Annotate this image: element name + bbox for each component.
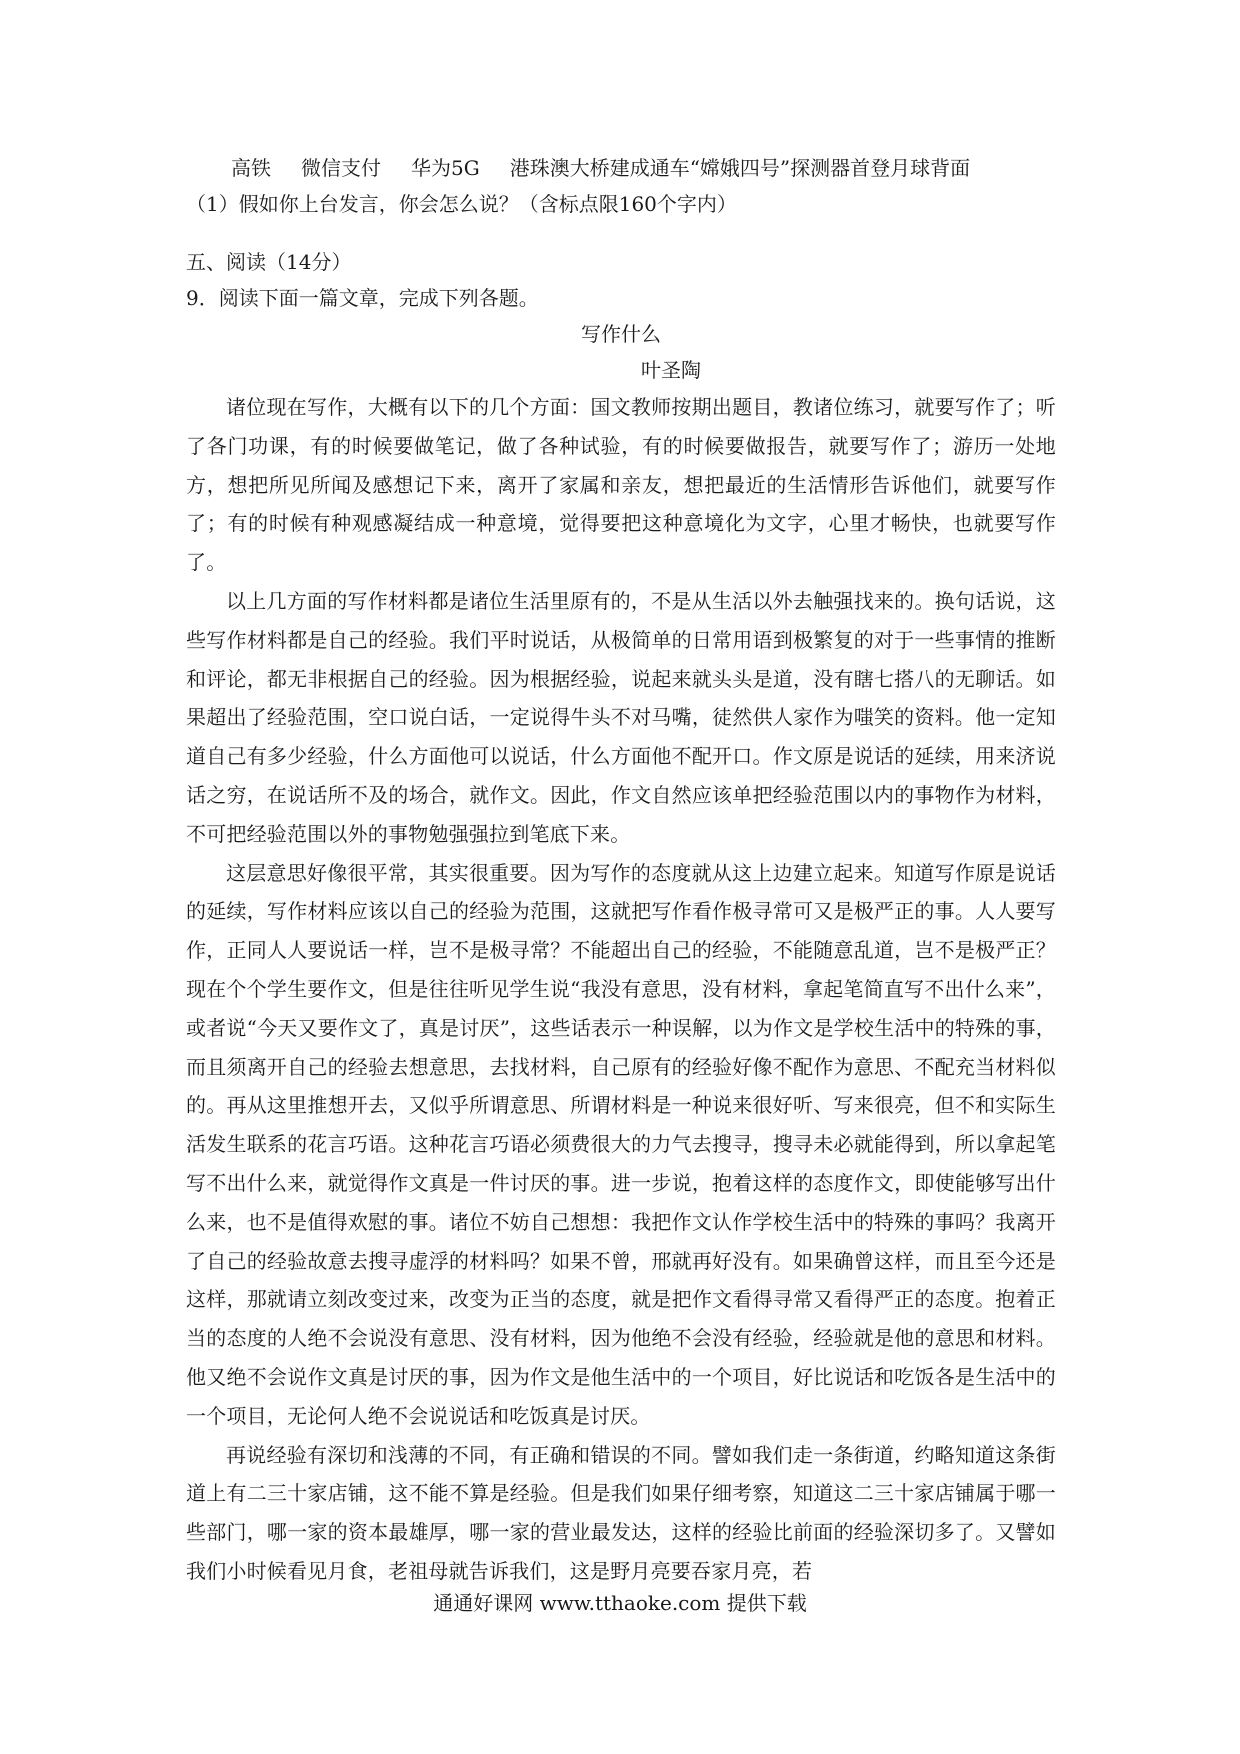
page-footer: 通通好课网 www.tthaoke.com 提供下载: [433, 1591, 807, 1615]
exam-page: [186, 150, 1056, 1591]
topic-list: [186, 150, 1056, 186]
article-author: 叶圣陶: [641, 358, 701, 382]
section-5-heading: 五、阅读（14分）: [186, 250, 352, 274]
topic-item: 高铁: [231, 156, 271, 180]
question-1: （1）假如你上台发言，你会怎么说？（含标点限160个字内）: [186, 192, 737, 216]
article-title: 写作什么: [581, 322, 661, 346]
article-paragraph-3: 这层意思好像很平常，其实很重要。因为写作的态度就从这上边建立起来。知道写作原是说话的延续，写作材料应该以自己的经验为范围，这就把写作看作极寻常可又是极严正的事。人人要写作，正同人人要说话一样，岂不是极寻常？不能超出自己的经验，不能随意乱道，岂不是极严正？现在个个学生要作文，但是往往听见学生说“我没有意思，没有材料，拿起笔简直写不出什么来”，或者说“今天又要作文了，真是讨厌”，这些话表示一种误解，以为作文是学校生活中的特殊的事，而且须离开自己的经验去想意思，去找材料，自己原有的经验好像不配作为意思、不配充当材料似的。再从这里推想开去，又似乎所谓意思、所谓材料是一种说来很好听、写来很亮，但不和实际生活发生联系的花言巧语。这种花言巧语必须费很大的力气去搜寻，搜寻未必就能得到，所以拿起笔写不出什么来，就觉得作文真是一件讨厌的事。进一步说，抱着这样的态度作文，即使能够写出什么来，也不是值得欢慰的事。诸位不妨自己想想：我把作文认作学校生活中的特殊的事吗？我离开了自己的经验故意去搜寻虚浮的材料吗？如果不曾，邢就再好没有。如果确曾这样，而且至今还是这样，那就请立刻改变过来，改变为正当的态度，就是把作文看得寻常又看得严正的态度。抱着正当的态度的人绝不会说没有意思、没有材料，因为他绝不会没有经验，经验就是他的意思和材料。他又绝不会说作文真是讨厌的事，因为作文是他生活中的一个项目，好比说话和吃饭各是生活中的一个项目，无论何人绝不会说说话和吃饭真是讨厌。: [186, 860, 1056, 1428]
question-9: 9．阅读下面一篇文章，完成下列各题。: [186, 286, 539, 310]
article-paragraph-2: 以上几方面的写作材料都是诸位生活里原有的，不是从生活以外去触强找来的。换句话说，这些写作材料都是自己的经验。我们平时说话，从极简单的日常用语到极繁复的对于一些事情的推断和评论，都无非根据自己的经验。因为根据经验，说起来就头头是道，没有瞎七搭八的无聊话。如果超出了经验范围，空口说白话，一定说得牛头不对马嘴，徒然供人家作为嗤笑的资料。他一定知道自己有多少经验，什么方面他可以说话，什么方面他不配开口。作文原是说话的延续，用来济说话之穷，在说话所不及的场合，就作文。因此，作文自然应该单把经验范围以内的事物作为材料，不可把经验范围以外的事物勉强强拉到笔底下来。: [186, 588, 1056, 846]
topic-item: 华为5G: [411, 156, 480, 180]
topic-item: 微信支付: [301, 156, 381, 180]
topic-item: 港珠澳大桥建成通车“嫦娥四号”探测器首登月球背面: [509, 156, 971, 180]
article-paragraph-1: 诸位现在写作，大概有以下的几个方面：国文教师按期出题目，教诸位练习，就要写作了；听了各门功课，有的时候要做笔记，做了各种试验，有的时候要做报告，就要写作了；游历一处地方，想把所见所闻及感想记下来，离开了家属和亲友，想把最近的生活情形告诉他们，就要写作了；有的时候有种观感凝结成一种意境，觉得要把这种意境化为文字，心里才畅快，也就要写作了。: [186, 395, 1056, 575]
article-paragraph-4: 再说经验有深切和浅薄的不同，有正确和错误的不同。譬如我们走一条街道，约略知道这条街道上有二三十家店铺，这不能不算是经验。但是我们如果仔细考察，知道这二三十家店铺属于哪一些部门，哪一家的资本最雄厚，哪一家的营业最发达，这样的经验比前面的经验深切多了。又譬如我们小时候看见月食，老祖母就告诉我们，这是野月亮要吞家月亮，若: [186, 1442, 1056, 1583]
